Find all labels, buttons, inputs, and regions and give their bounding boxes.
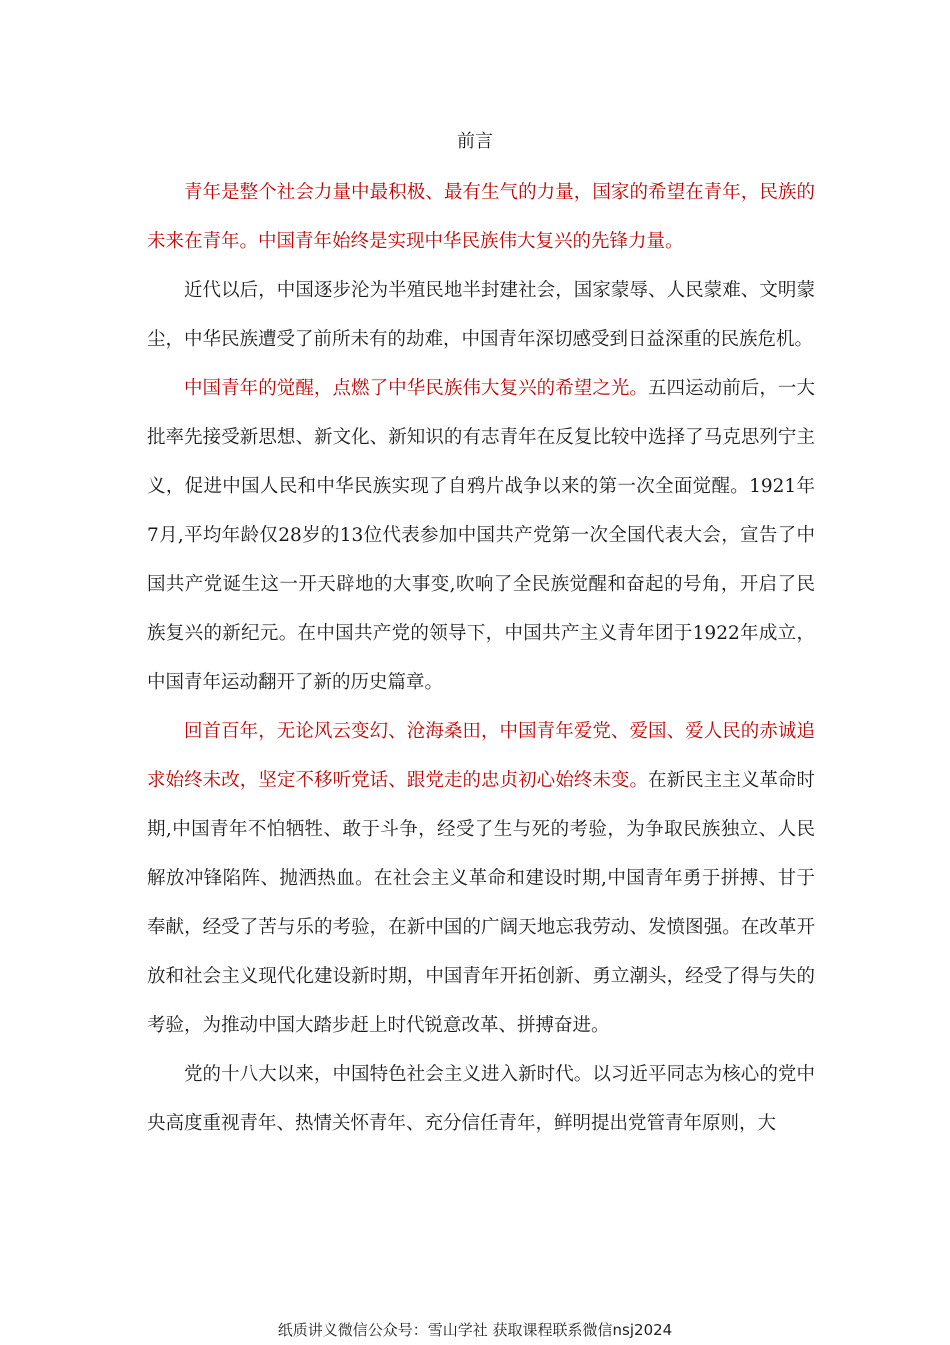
paragraph-5 (147, 1050, 815, 1148)
paragraph-1-highlight: 青年是整个社会力量中最积极、最有生气的力量，国家的希望在青年，民族的未来在青年。中国青年始终是实现中华民族伟大复兴的先锋力量。 (147, 182, 815, 252)
paragraph-4-text: 在新民主主义革命时期,中国青年不怕牺牲、敢于斗争，经受了生与死的考验，为争取民族独立、人民解放冲锋陷阵、抛洒热血。在社会主义革命和建设时期,中国青年勇于拼搏、甘于奉献，经受了苦与乐的考验，在新中国的广阔天地忘我劳动、发愤图强。在改革开放和社会主义现代化建设新时期，中国青年开拓创新、勇立潮头，经受了得与失的考验，为推动中国大踏步赶上时代锐意改革、拼搏奋进。 (147, 770, 815, 1036)
document-body (147, 168, 815, 1148)
footer-note: 纸质讲义微信公众号：雪山学社 获取课程联系微信nsj2024 (277, 1321, 673, 1339)
paragraph-1 (147, 168, 815, 266)
paragraph-4-highlight: 回首百年，无论风云变幻、沧海桑田，中国青年爱党、爱国、爱人民的赤诚追求始终未改，坚定不移听党话、跟党走的忠贞初心始终未变。 (147, 721, 815, 791)
page-title: 前言 (457, 131, 493, 152)
paragraph-3-highlight: 中国青年的觉醒，点燃了中华民族伟大复兴的希望之光。 (184, 378, 648, 399)
paragraph-4 (147, 707, 815, 1050)
paragraph-2 (147, 266, 815, 364)
paragraph-5-text: 党的十八大以来，中国特色社会主义进入新时代。以习近平同志为核心的党中央高度重视青年、热情关怀青年、充分信任青年，鲜明提出党管青年原则，大 (147, 1064, 815, 1134)
paragraph-3 (147, 364, 815, 707)
paragraph-2-text: 近代以后，中国逐步沦为半殖民地半封建社会，国家蒙辱、人民蒙难、文明蒙尘，中华民族遭受了前所未有的劫难，中国青年深切感受到日益深重的民族危机。 (147, 280, 815, 350)
paragraph-3-text: 五四运动前后，一大批率先接受新思想、新文化、新知识的有志青年在反复比较中选择了马克思列宁主义，促进中国人民和中华民族实现了自鸦片战争以来的第一次全面觉醒。1921年7月,平均年龄仅28岁的13位代表参加中国共产党第一次全国代表大会，宣告了中国共产党诞生这一开天辟地的大事变,吹响了全民族觉醒和奋起的号角，开启了民族复兴的新纪元。在中国共产党的领导下，中国共产主义青年团于1922年成立，中国青年运动翻开了新的历史篇章。 (147, 378, 815, 693)
